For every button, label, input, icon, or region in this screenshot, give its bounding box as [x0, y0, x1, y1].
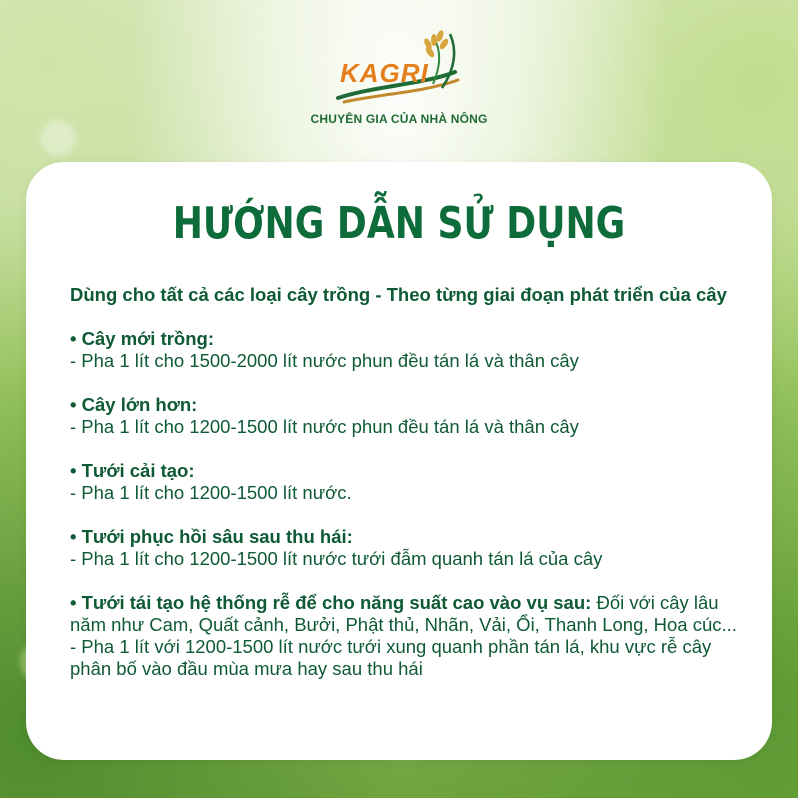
- section-heading-block: [70, 592, 750, 636]
- section-older-plant: [70, 394, 750, 438]
- section-soil-improvement: [70, 460, 750, 504]
- section-heading: • Cây lớn hơn:: [70, 394, 198, 415]
- section-text: - Pha 1 lít với 1200-1500 lít nước tưới xung quanh phần tán lá, khu vực rễ cây phân bố vào đầu mùa mưa hay sau thu hái: [70, 636, 712, 679]
- section-text: - Pha 1 lít cho 1500-2000 lít nước phun đều tán lá và thân cây: [70, 350, 579, 371]
- section-heading: • Tưới cải tạo:: [70, 460, 195, 481]
- instructions-content: [70, 284, 750, 702]
- instructions-card: [26, 162, 772, 760]
- intro-text: Dùng cho tất cả các loại cây trồng - Theo từng giai đoạn phát triển của cây: [70, 284, 727, 305]
- brand-tagline: CHUYÊN GIA CỦA NHÀ NÔNG: [310, 112, 488, 126]
- section-heading: • Cây mới trồng:: [70, 328, 214, 349]
- section-heading: • Tưới tái tạo hệ thống rễ để cho năng suất cao vào vụ sau:: [70, 592, 592, 613]
- brand-name: KAGRI: [340, 58, 429, 88]
- section-new-plant: [70, 328, 750, 372]
- section-post-harvest-recovery: [70, 526, 750, 570]
- section-text: - Pha 1 lít cho 1200-1500 lít nước.: [70, 482, 352, 503]
- section-text: - Pha 1 lít cho 1200-1500 lít nước phun đều tán lá và thân cây: [70, 416, 579, 437]
- section-heading-rest: Đối với cây lâu năm như Cam, Quất cảnh, Bưởi, Phật thủ, Nhãn, Vải, Ổi, Thanh Long, Hoa cúc...: [70, 592, 737, 635]
- section-text: - Pha 1 lít cho 1200-1500 lít nước tưới đẫm quanh tán lá của cây: [70, 548, 603, 569]
- section-heading: • Tưới phục hồi sâu sau thu hái:: [70, 526, 353, 547]
- brand-logo: [330, 28, 470, 108]
- page-title: HƯỚNG DẪN SỬ DỤNG: [172, 198, 626, 249]
- section-root-regeneration: [70, 592, 750, 680]
